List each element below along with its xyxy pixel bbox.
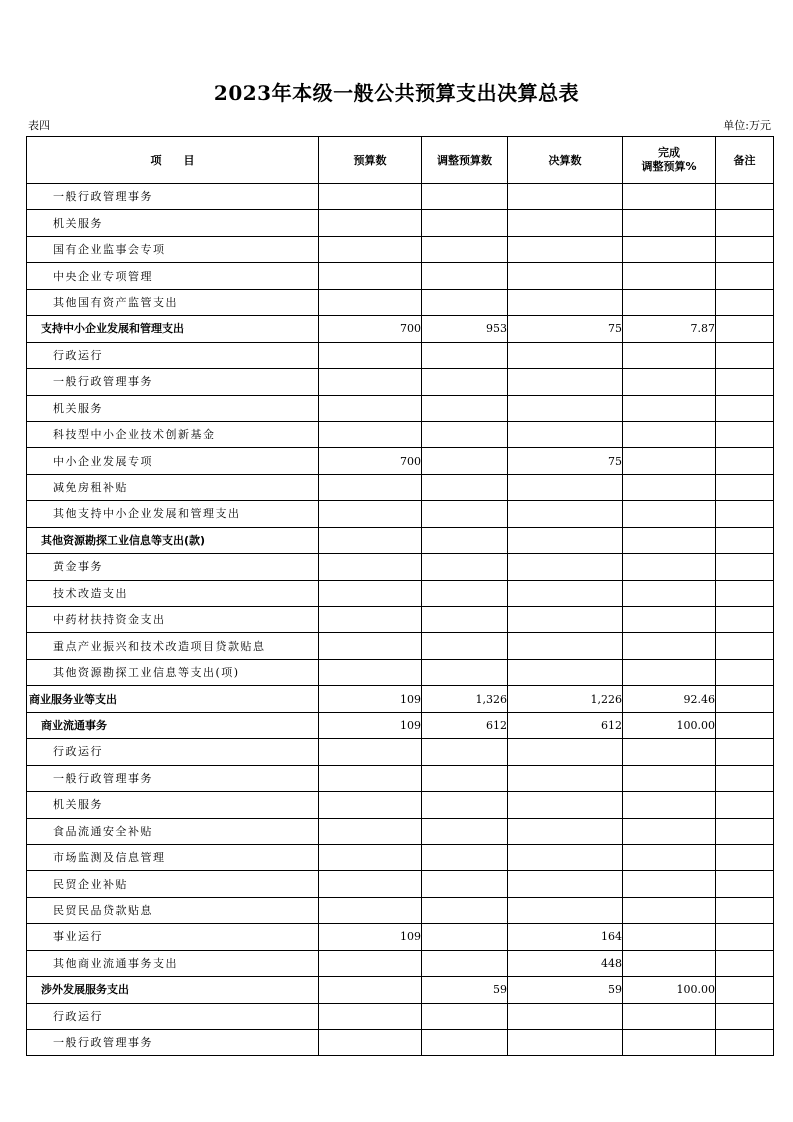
note-cell xyxy=(716,977,774,1003)
final-account-cell xyxy=(508,792,623,818)
note-cell xyxy=(716,607,774,633)
table-row xyxy=(27,342,774,368)
budget-cell xyxy=(319,342,422,368)
completion-pct-cell: 7.87 xyxy=(623,316,716,342)
adjusted-budget-cell xyxy=(422,210,508,236)
budget-cell xyxy=(319,421,422,447)
adjusted-budget-cell xyxy=(422,421,508,447)
adjusted-budget-cell xyxy=(422,501,508,527)
final-account-cell: 448 xyxy=(508,950,623,976)
table-row xyxy=(27,527,774,553)
note-cell xyxy=(716,871,774,897)
budget-cell xyxy=(319,369,422,395)
budget-cell xyxy=(319,236,422,262)
budget-cell xyxy=(319,1030,422,1056)
item-name-cell: 涉外发展服务支出 xyxy=(27,977,319,1003)
budget-cell xyxy=(319,184,422,210)
completion-pct-cell xyxy=(623,818,716,844)
table-row xyxy=(27,580,774,606)
item-name-cell: 一般行政管理事务 xyxy=(27,184,319,210)
completion-pct-cell xyxy=(623,342,716,368)
completion-pct-cell xyxy=(623,210,716,236)
item-name-cell: 食品流通安全补贴 xyxy=(27,818,319,844)
budget-cell xyxy=(319,474,422,500)
budget-cell xyxy=(319,501,422,527)
budget-cell xyxy=(319,739,422,765)
header-note: 备注 xyxy=(716,137,774,184)
final-account-cell xyxy=(508,897,623,923)
budget-cell xyxy=(319,527,422,553)
completion-pct-cell xyxy=(623,659,716,685)
budget-cell xyxy=(319,554,422,580)
final-account-cell xyxy=(508,659,623,685)
completion-pct-cell xyxy=(623,1003,716,1029)
final-account-cell xyxy=(508,236,623,262)
budget-cell xyxy=(319,1003,422,1029)
final-account-cell xyxy=(508,871,623,897)
note-cell xyxy=(716,1030,774,1056)
budget-cell xyxy=(319,950,422,976)
budget-cell xyxy=(319,818,422,844)
item-name-cell: 民贸民品贷款贴息 xyxy=(27,897,319,923)
adjusted-budget-cell xyxy=(422,659,508,685)
table-row xyxy=(27,554,774,580)
note-cell xyxy=(716,554,774,580)
adjusted-budget-cell xyxy=(422,897,508,923)
item-name-cell: 行政运行 xyxy=(27,1003,319,1029)
completion-pct-cell xyxy=(623,474,716,500)
completion-pct-cell xyxy=(623,607,716,633)
final-account-cell xyxy=(508,580,623,606)
final-account-cell xyxy=(508,501,623,527)
final-account-cell xyxy=(508,369,623,395)
completion-pct-cell xyxy=(623,792,716,818)
note-cell xyxy=(716,527,774,553)
table-row xyxy=(27,289,774,315)
note-cell xyxy=(716,686,774,712)
table-row xyxy=(27,659,774,685)
adjusted-budget-cell xyxy=(422,369,508,395)
completion-pct-cell xyxy=(623,739,716,765)
item-name-cell: 其他商业流通事务支出 xyxy=(27,950,319,976)
adjusted-budget-cell xyxy=(422,554,508,580)
note-cell xyxy=(716,897,774,923)
table-row xyxy=(27,607,774,633)
note-cell xyxy=(716,474,774,500)
header-item: 项 目 xyxy=(27,137,319,184)
final-account-cell: 75 xyxy=(508,316,623,342)
adjusted-budget-cell xyxy=(422,1030,508,1056)
item-name-cell: 支持中小企业发展和管理支出 xyxy=(27,316,319,342)
item-name-cell: 机关服务 xyxy=(27,395,319,421)
final-account-cell: 164 xyxy=(508,924,623,950)
budget-cell xyxy=(319,792,422,818)
adjusted-budget-cell xyxy=(422,765,508,791)
completion-pct-cell xyxy=(623,844,716,870)
header-budget: 预算数 xyxy=(319,137,422,184)
note-cell xyxy=(716,395,774,421)
completion-pct-cell xyxy=(623,501,716,527)
final-account-cell xyxy=(508,342,623,368)
table-row xyxy=(27,792,774,818)
table-row xyxy=(27,977,774,1003)
adjusted-budget-cell xyxy=(422,739,508,765)
note-cell xyxy=(716,369,774,395)
budget-cell xyxy=(319,395,422,421)
table-row xyxy=(27,818,774,844)
final-account-cell xyxy=(508,633,623,659)
header-pct-line2: 调整预算% xyxy=(641,160,697,173)
budget-cell xyxy=(319,871,422,897)
item-name-cell: 技术改造支出 xyxy=(27,580,319,606)
item-name-cell: 一般行政管理事务 xyxy=(27,369,319,395)
completion-pct-cell xyxy=(623,184,716,210)
adjusted-budget-cell xyxy=(422,818,508,844)
adjusted-budget-cell xyxy=(422,527,508,553)
completion-pct-cell xyxy=(623,554,716,580)
adjusted-budget-cell: 953 xyxy=(422,316,508,342)
final-account-cell xyxy=(508,527,623,553)
note-cell xyxy=(716,818,774,844)
adjusted-budget-cell xyxy=(422,236,508,262)
header-adjusted: 调整预算数 xyxy=(422,137,508,184)
final-account-cell xyxy=(508,818,623,844)
item-name-cell: 行政运行 xyxy=(27,739,319,765)
table-row xyxy=(27,184,774,210)
item-name-cell: 一般行政管理事务 xyxy=(27,765,319,791)
page-title: 2023年本级一般公共预算支出决算总表 xyxy=(213,81,580,105)
item-name-cell: 一般行政管理事务 xyxy=(27,1030,319,1056)
item-name-cell: 机关服务 xyxy=(27,210,319,236)
item-name-cell: 市场监测及信息管理 xyxy=(27,844,319,870)
completion-pct-cell xyxy=(623,1030,716,1056)
item-name-cell: 中小企业发展专项 xyxy=(27,448,319,474)
adjusted-budget-cell xyxy=(422,448,508,474)
final-account-cell: 1,226 xyxy=(508,686,623,712)
adjusted-budget-cell xyxy=(422,289,508,315)
item-name-cell: 黄金事务 xyxy=(27,554,319,580)
table-body xyxy=(27,184,774,1056)
final-account-cell xyxy=(508,421,623,447)
final-account-cell xyxy=(508,765,623,791)
budget-cell: 109 xyxy=(319,924,422,950)
item-name-cell: 重点产业振兴和技术改造项目贷款贴息 xyxy=(27,633,319,659)
adjusted-budget-cell xyxy=(422,950,508,976)
header-pct-line1: 完成 xyxy=(658,146,680,159)
table-row xyxy=(27,712,774,738)
adjusted-budget-cell xyxy=(422,184,508,210)
budget-cell: 109 xyxy=(319,712,422,738)
table-row xyxy=(27,633,774,659)
final-account-cell xyxy=(508,739,623,765)
note-cell xyxy=(716,739,774,765)
final-account-cell: 59 xyxy=(508,977,623,1003)
completion-pct-cell xyxy=(623,448,716,474)
header-final: 决算数 xyxy=(508,137,623,184)
table-row xyxy=(27,474,774,500)
adjusted-budget-cell: 612 xyxy=(422,712,508,738)
adjusted-budget-cell xyxy=(422,871,508,897)
completion-pct-cell xyxy=(623,369,716,395)
note-cell xyxy=(716,580,774,606)
table-row xyxy=(27,871,774,897)
note-cell xyxy=(716,448,774,474)
completion-pct-cell xyxy=(623,580,716,606)
note-cell xyxy=(716,1003,774,1029)
budget-cell xyxy=(319,844,422,870)
completion-pct-cell xyxy=(623,950,716,976)
table-row xyxy=(27,421,774,447)
final-account-cell xyxy=(508,395,623,421)
table-row xyxy=(27,1003,774,1029)
table-row xyxy=(27,924,774,950)
note-cell xyxy=(716,659,774,685)
note-cell xyxy=(716,316,774,342)
budget-cell xyxy=(319,580,422,606)
note-cell xyxy=(716,342,774,368)
table-row xyxy=(27,765,774,791)
adjusted-budget-cell xyxy=(422,792,508,818)
item-name-cell: 行政运行 xyxy=(27,342,319,368)
budget-cell xyxy=(319,210,422,236)
note-cell xyxy=(716,633,774,659)
budget-cell: 109 xyxy=(319,686,422,712)
adjusted-budget-cell xyxy=(422,395,508,421)
completion-pct-cell: 100.00 xyxy=(623,712,716,738)
note-cell xyxy=(716,184,774,210)
table-row xyxy=(27,897,774,923)
note-cell xyxy=(716,236,774,262)
budget-cell xyxy=(319,263,422,289)
final-account-cell xyxy=(508,1003,623,1029)
note-cell xyxy=(716,950,774,976)
budget-cell xyxy=(319,897,422,923)
budget-cell xyxy=(319,765,422,791)
adjusted-budget-cell: 1,326 xyxy=(422,686,508,712)
completion-pct-cell xyxy=(623,421,716,447)
note-cell xyxy=(716,712,774,738)
item-name-cell: 减免房租补贴 xyxy=(27,474,319,500)
adjusted-budget-cell xyxy=(422,844,508,870)
final-account-cell: 75 xyxy=(508,448,623,474)
table-row xyxy=(27,686,774,712)
item-name-cell: 国有企业监事会专项 xyxy=(27,236,319,262)
adjusted-budget-cell xyxy=(422,924,508,950)
completion-pct-cell xyxy=(623,897,716,923)
budget-cell xyxy=(319,977,422,1003)
final-account-cell xyxy=(508,1030,623,1056)
final-account-cell xyxy=(508,210,623,236)
item-name-cell: 其他资源勘探工业信息等支出(项) xyxy=(27,659,319,685)
adjusted-budget-cell xyxy=(422,474,508,500)
item-name-cell: 科技型中小企业技术创新基金 xyxy=(27,421,319,447)
item-name-cell: 商业流通事务 xyxy=(27,712,319,738)
completion-pct-cell xyxy=(623,395,716,421)
item-name-cell: 民贸企业补贴 xyxy=(27,871,319,897)
final-account-cell xyxy=(508,184,623,210)
item-name-cell: 机关服务 xyxy=(27,792,319,818)
item-name-cell: 其他支持中小企业发展和管理支出 xyxy=(27,501,319,527)
table-row xyxy=(27,739,774,765)
table-row xyxy=(27,316,774,342)
item-name-cell: 中央企业专项管理 xyxy=(27,263,319,289)
note-cell xyxy=(716,924,774,950)
table-row xyxy=(27,950,774,976)
budget-cell xyxy=(319,289,422,315)
table-row xyxy=(27,501,774,527)
table-row xyxy=(27,263,774,289)
table-row xyxy=(27,369,774,395)
note-cell xyxy=(716,792,774,818)
table-row xyxy=(27,395,774,421)
adjusted-budget-cell xyxy=(422,633,508,659)
item-name-cell: 中药材扶持资金支出 xyxy=(27,607,319,633)
final-account-cell xyxy=(508,289,623,315)
item-name-cell: 其他国有资产监管支出 xyxy=(27,289,319,315)
note-cell xyxy=(716,844,774,870)
table-row xyxy=(27,236,774,262)
final-account-cell xyxy=(508,554,623,580)
adjusted-budget-cell xyxy=(422,342,508,368)
table-row xyxy=(27,210,774,236)
completion-pct-cell: 100.00 xyxy=(623,977,716,1003)
item-name-cell: 其他资源勘探工业信息等支出(款) xyxy=(27,527,319,553)
table-header-row xyxy=(27,137,774,184)
adjusted-budget-cell xyxy=(422,580,508,606)
unit-label: 单位:万元 xyxy=(723,119,771,132)
completion-pct-cell xyxy=(623,633,716,659)
table-row xyxy=(27,448,774,474)
final-account-cell xyxy=(508,263,623,289)
item-name-cell: 商业服务业等支出 xyxy=(27,686,319,712)
completion-pct-cell xyxy=(623,765,716,791)
final-account-cell xyxy=(508,474,623,500)
adjusted-budget-cell xyxy=(422,263,508,289)
final-account-cell: 612 xyxy=(508,712,623,738)
budget-cell xyxy=(319,633,422,659)
completion-pct-cell xyxy=(623,527,716,553)
item-name-cell: 事业运行 xyxy=(27,924,319,950)
expenditure-table xyxy=(26,136,774,1056)
completion-pct-cell xyxy=(623,871,716,897)
final-account-cell xyxy=(508,844,623,870)
adjusted-budget-cell xyxy=(422,1003,508,1029)
note-cell xyxy=(716,263,774,289)
table-label: 表四 xyxy=(28,119,50,132)
table-row xyxy=(27,844,774,870)
completion-pct-cell xyxy=(623,289,716,315)
table-row xyxy=(27,1030,774,1056)
budget-cell: 700 xyxy=(319,448,422,474)
note-cell xyxy=(716,501,774,527)
adjusted-budget-cell: 59 xyxy=(422,977,508,1003)
note-cell xyxy=(716,289,774,315)
completion-pct-cell xyxy=(623,236,716,262)
final-account-cell xyxy=(508,607,623,633)
budget-cell xyxy=(319,607,422,633)
completion-pct-cell xyxy=(623,263,716,289)
completion-pct-cell: 92.46 xyxy=(623,686,716,712)
budget-cell: 700 xyxy=(319,316,422,342)
note-cell xyxy=(716,210,774,236)
note-cell xyxy=(716,421,774,447)
budget-cell xyxy=(319,659,422,685)
note-cell xyxy=(716,765,774,791)
adjusted-budget-cell xyxy=(422,607,508,633)
header-completion-pct xyxy=(623,137,716,184)
completion-pct-cell xyxy=(623,924,716,950)
